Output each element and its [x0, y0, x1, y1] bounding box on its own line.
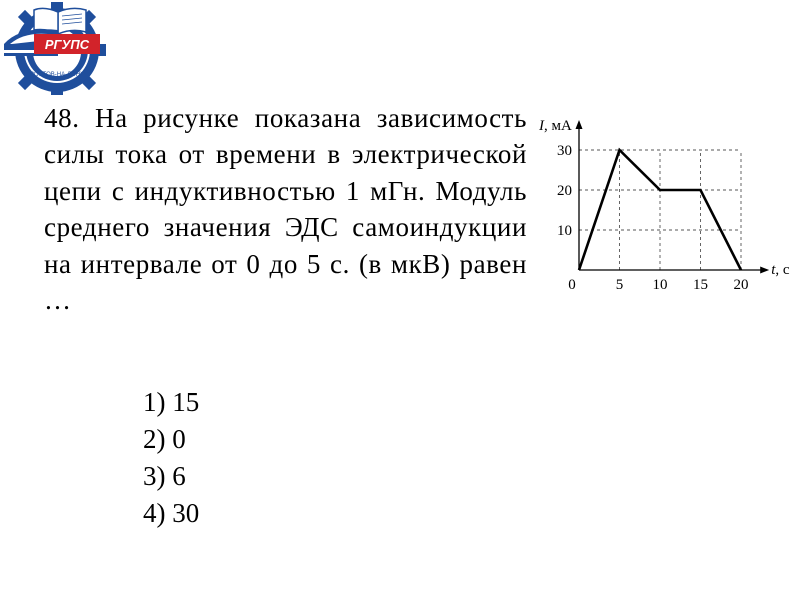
x-tick-label: 20 [733, 277, 749, 293]
answer-option[interactable]: 1) 15 [143, 387, 200, 417]
x-tick-label: 15 [693, 277, 708, 293]
x-tick-label: 0 [568, 277, 576, 293]
current-time-graph [530, 108, 800, 300]
logo-name: РГУПС [44, 37, 90, 52]
x-axis-arrow [760, 267, 769, 274]
x-axis-label: t, с [771, 262, 790, 278]
y-tick-label: 20 [557, 183, 572, 199]
y-axis-arrow [576, 120, 583, 129]
x-tick-label: 5 [615, 277, 624, 293]
question-text: 48. На рисунке показана зависимость силы тока от времени в электрической цепи с индуктивностью 1 мГн. Модуль среднего значения ЭДС самоиндукции на интервале от 0 до 5 с. (в мкВ) равен … [44, 103, 527, 316]
y-tick-label: 30 [557, 143, 572, 159]
x-tick-label: 10 [652, 277, 668, 293]
y-axis-label: I, мА [539, 118, 572, 134]
answer-option[interactable]: 3) 6 [143, 461, 186, 491]
answer-options [143, 384, 199, 532]
rgups-logo [0, 0, 115, 95]
y-tick-label: 10 [557, 223, 572, 239]
answer-option[interactable]: 2) 0 [143, 424, 186, 454]
answer-option[interactable]: 4) 30 [143, 498, 200, 528]
logo-ring-text: РОСТОВ-НА-ДОНУ [30, 72, 84, 78]
